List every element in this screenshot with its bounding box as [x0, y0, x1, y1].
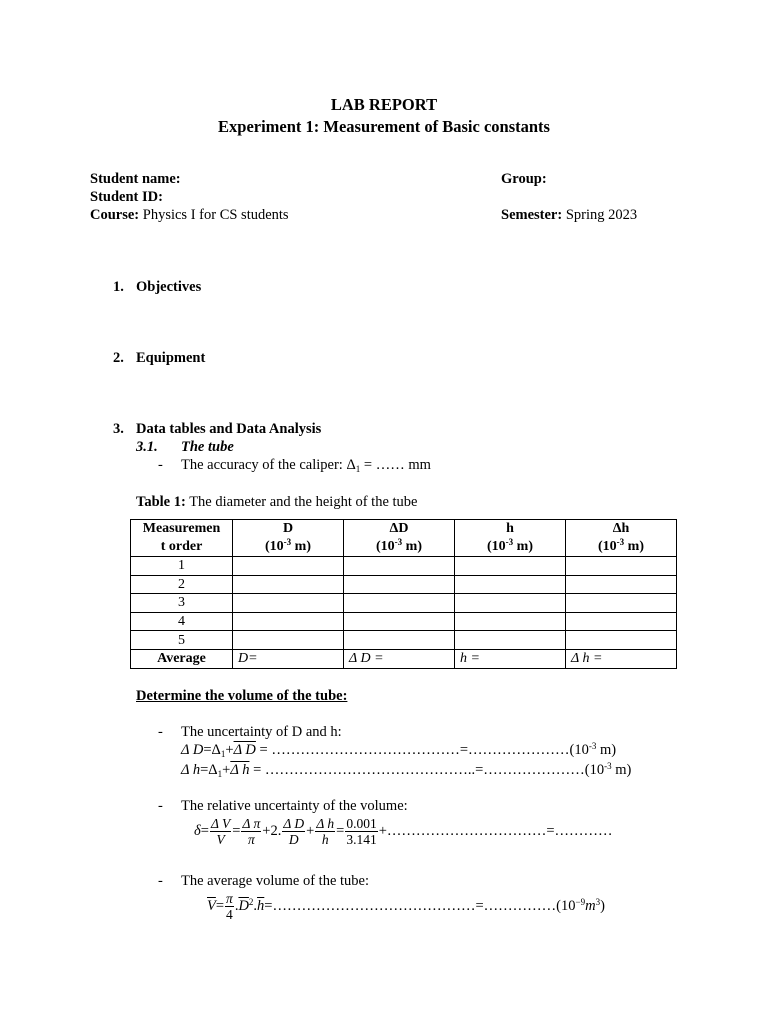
header-delta-h — [566, 520, 677, 557]
cell-delta-d[interactable] — [344, 594, 455, 613]
header-d-unit-tail: m) — [291, 539, 311, 554]
cell-delta-d[interactable] — [344, 631, 455, 650]
cell-d[interactable] — [233, 631, 344, 650]
course-label: Course: — [90, 207, 140, 223]
table-caption-text: The diameter and the height of the tube — [185, 494, 418, 510]
avg-exp: −9 — [575, 896, 586, 907]
student-id-label: Student ID: — [90, 189, 163, 205]
header-order — [131, 520, 233, 557]
avg-m: m — [585, 897, 596, 914]
caliper-tail: = …… mm — [360, 457, 431, 473]
header-delta-d — [344, 520, 455, 557]
header-h — [455, 520, 566, 557]
table-row — [131, 557, 677, 576]
cell-delta-h[interactable] — [566, 575, 677, 594]
course-line — [90, 207, 289, 224]
cell-h[interactable] — [455, 575, 566, 594]
uncertainty-label: The uncertainty of D and h: — [181, 724, 342, 740]
bullet-dash: - — [158, 873, 163, 889]
cell-delta-h[interactable] — [566, 557, 677, 576]
row-order: 2 — [131, 575, 233, 594]
header-delta-d-label: ΔD — [389, 521, 409, 536]
avg-d[interactable]: D= — [233, 649, 344, 668]
average-label: Average — [131, 649, 233, 668]
avg-close: ) — [600, 897, 605, 914]
semester-value: Spring 2023 — [565, 207, 638, 223]
row-order: 4 — [131, 612, 233, 631]
rel-num: 0.001 — [346, 816, 377, 831]
table-caption-label: Table 1: — [136, 494, 186, 510]
table-row — [131, 575, 677, 594]
unc-d-exp: -3 — [588, 741, 597, 751]
cell-delta-h[interactable] — [566, 612, 677, 631]
header-h-unit: (10 — [487, 539, 506, 554]
uncertainty-h-formula: Δ $h=\Delta_1+\Delta$ $h = \dots\dots\dots\dots\dots\dots\dots\dots\dots\dots\dots\dots\dots\dots..=\dots\dots\dots\dots\dots\dots\dots(10^{-3}$ m) — [181, 761, 632, 779]
cell-d[interactable] — [233, 575, 344, 594]
header-delta-h-label: Δh — [612, 521, 630, 536]
table-average-row — [131, 649, 677, 668]
caliper-sub: 1 — [355, 464, 361, 474]
relative-uncertainty-formula: δ= $\frac{\text{Δ V}}{V}$ = $\frac{\text{Δ π}}{\pi}$ +2. $\frac{\text{Δ D}}{D}$ + $\frac{\text{Δ h}}{h}$ = $\frac{0.001}{3.141}$ +……………………………=………… — [194, 816, 613, 847]
cell-delta-d[interactable] — [344, 612, 455, 631]
unc-h-unit: m) — [611, 762, 632, 778]
uncertainty-d-formula: Δ $D=\Delta_1+\Delta$ $D = \dots\dots\dots\dots\dots\dots\dots\dots\dots\dots\dots\dots\dots=\dots\dots\dots\dots\dots\dots\dots(10^{-3}$ m) — [181, 741, 617, 759]
header-delta-h-unit: (10 — [598, 539, 617, 554]
section-data: Data tables and Data Analysis — [136, 421, 322, 437]
header-delta-h-exp: -3 — [616, 537, 625, 547]
header-delta-d-exp: -3 — [394, 537, 403, 547]
unc-d-unit: m) — [596, 742, 617, 758]
cell-delta-d[interactable] — [344, 557, 455, 576]
table-row — [131, 594, 677, 613]
section-equipment: Equipment — [136, 350, 206, 366]
section-2-number: 2. — [113, 350, 124, 366]
average-volume-label: The average volume of the tube: — [181, 873, 370, 889]
semester-line — [501, 207, 637, 224]
header-d — [233, 520, 344, 557]
header-h-unit-tail: m) — [513, 539, 533, 554]
cell-d[interactable] — [233, 594, 344, 613]
cell-d[interactable] — [233, 557, 344, 576]
header-h-label: h — [506, 521, 514, 536]
bullet-dash: - — [158, 798, 163, 814]
rel-den: 3.141 — [346, 832, 377, 847]
caliper-accuracy — [181, 457, 431, 474]
header-d-label: D — [282, 521, 294, 536]
relative-uncertainty-label: The relative uncertainty of the volume: — [181, 798, 408, 814]
header-order-line1: Measuremen — [142, 521, 221, 536]
cell-h[interactable] — [455, 594, 566, 613]
row-order: 3 — [131, 594, 233, 613]
bullet-dash: - — [158, 457, 163, 473]
subsection-tube: The tube — [181, 439, 234, 455]
volume-heading: Determine the volume of the tube: — [136, 688, 348, 704]
section-objectives: Objectives — [136, 279, 202, 295]
avg-h[interactable]: h = — [455, 649, 566, 668]
section-1-number: 1. — [113, 279, 124, 295]
unc-h-dots: = ……………………………………..=…………………(10 — [249, 762, 605, 778]
table-row — [131, 612, 677, 631]
header-h-exp: -3 — [505, 537, 514, 547]
report-subtitle: Experiment 1: Measurement of Basic constants — [218, 117, 550, 136]
unc-d-dots: = …………………………………=…………………(10 — [255, 742, 589, 758]
unc-h-exp: -3 — [604, 761, 612, 771]
cell-d[interactable] — [233, 612, 344, 631]
table-caption — [136, 494, 417, 511]
cell-delta-h[interactable] — [566, 594, 677, 613]
cell-h[interactable] — [455, 557, 566, 576]
student-name-label: Student name: — [90, 171, 181, 187]
subsection-3-1-number: 3.1. — [136, 439, 158, 455]
course-value: Physics I for CS students — [142, 207, 289, 223]
header-delta-d-unit-tail: m) — [402, 539, 422, 554]
semester-label: Semester: — [501, 207, 563, 223]
caliper-text: The accuracy of the caliper: Δ — [181, 457, 356, 473]
report-title: LAB REPORT — [330, 95, 438, 114]
cell-h[interactable] — [455, 631, 566, 650]
avg-tail: =……………………………………=…………… — [264, 897, 557, 914]
cell-delta-d[interactable] — [344, 575, 455, 594]
cell-delta-h[interactable] — [566, 631, 677, 650]
average-volume-formula: $\overline{V}=$ $\frac{\pi}{4}$ $.\overline{D}^2.\overline{h}=\dots\dots\dots\dots\dots\dots\dots\dots\dots\dots\dots\dots\dots\dots=\dots\dots\dots\dots\dots(10^{-9}m^3)$ — [207, 891, 605, 922]
header-order-line2: t order — [160, 539, 203, 554]
section-3-number: 3. — [113, 421, 124, 437]
row-order: 1 — [131, 557, 233, 576]
table-header-row — [131, 520, 677, 557]
header-delta-h-unit-tail: m) — [624, 539, 644, 554]
group-label: Group: — [501, 171, 547, 187]
table-row — [131, 631, 677, 650]
measurement-table — [130, 519, 677, 669]
header-d-exp: -3 — [283, 537, 292, 547]
avg-m-exp: 3 — [595, 896, 601, 907]
avg-unit: (10 — [556, 897, 576, 914]
header-d-unit: (10 — [265, 539, 284, 554]
avg-delta-d[interactable]: Δ D = — [344, 649, 455, 668]
rel-tail: +……………………………=………… — [378, 822, 613, 839]
avg-delta-h[interactable]: Δ h = — [566, 649, 677, 668]
bullet-dash: - — [158, 724, 163, 740]
cell-h[interactable] — [455, 612, 566, 631]
row-order: 5 — [131, 631, 233, 650]
header-delta-d-unit: (10 — [376, 539, 395, 554]
